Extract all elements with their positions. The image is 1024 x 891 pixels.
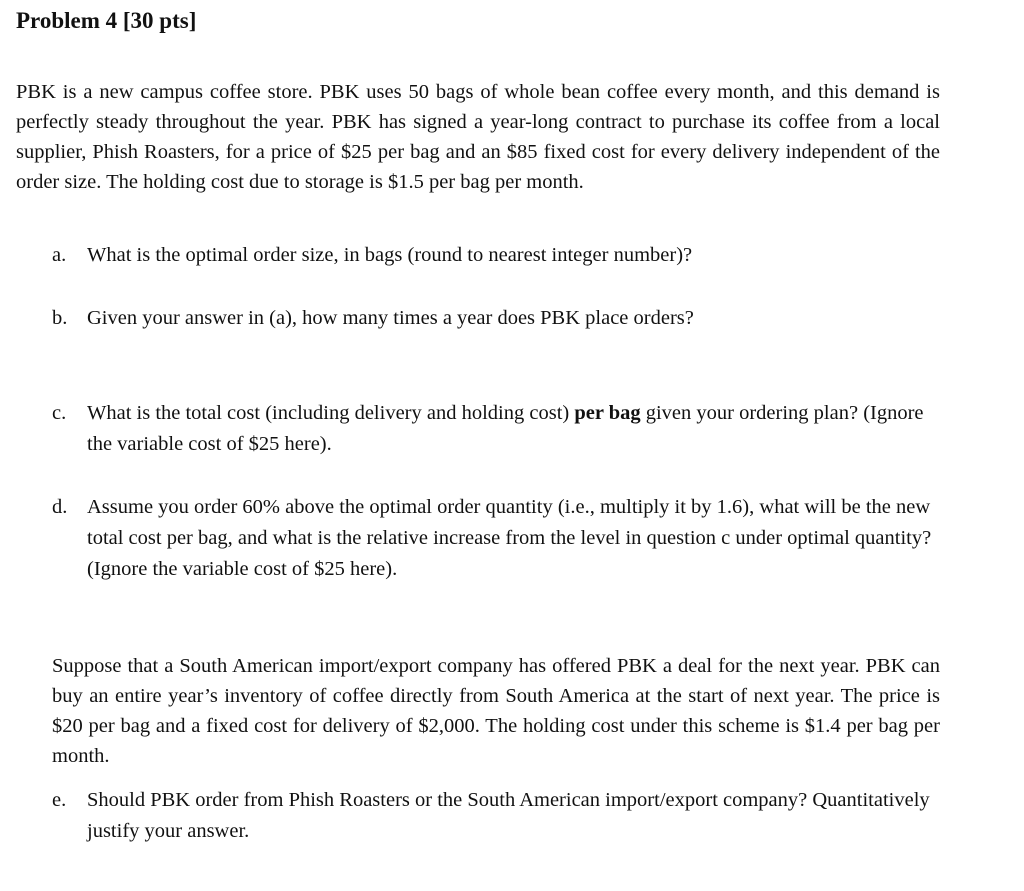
- problem-intro: PBK is a new campus coffee store. PBK uses 50 bags of whole bean coffee every month, and this demand is perfectly steady throughout the year. PBK has signed a year-long contract to purchase its coffee from a local supplier, Phish Roasters, for a price of $25 per bag and an $85 fixed cost for every delivery independent of the order size. The holding cost due to storage is $1.5 per bag per month.: [16, 81, 940, 193]
- question-e: [52, 785, 942, 847]
- question-a-letter: a.: [52, 244, 67, 266]
- question-a-text: What is the optimal order size, in bags (round to nearest integer number)?: [87, 244, 693, 266]
- question-e-letter: e.: [52, 789, 67, 811]
- question-b-letter: b.: [52, 307, 68, 329]
- question-c-text-before: What is the total cost (including delivery and holding cost): [87, 402, 575, 424]
- question-d-text: Assume you order 60% above the optimal order quantity (i.e., multiply it by 1.6), what will be the new total cost per bag, and what is the relative increase from the level in question c under optimal quantity? (Ignore the variable cost of $25 here).: [87, 496, 932, 580]
- question-c-emphasis: per bag: [574, 402, 641, 424]
- question-c-text-after: given your ordering plan? (Ignore the variable cost of $25 here).: [87, 402, 924, 455]
- question-d: [52, 492, 942, 585]
- scenario-text: Suppose that a South American import/export company has offered PBK a deal for the next year. PBK can buy an entire year’s inventory of coffee directly from South America at the start of next year. The price is $20 per bag and a fixed cost for delivery of $2,000. The holding cost under this scheme is $1.4 per bag per month.: [52, 655, 940, 767]
- question-c-letter: c.: [52, 402, 67, 424]
- question-a: [52, 240, 942, 271]
- question-c-text: [87, 398, 942, 460]
- question-d-letter: d.: [52, 496, 68, 518]
- question-c: [52, 398, 942, 460]
- question-b: [52, 303, 942, 334]
- problem-title: Problem 4 [30 pts]: [16, 8, 197, 33]
- question-b-text: Given your answer in (a), how many times a year does PBK place orders?: [87, 307, 694, 329]
- question-e-text: Should PBK order from Phish Roasters or the South American import/export company? Quantitatively justify your answer.: [87, 789, 930, 842]
